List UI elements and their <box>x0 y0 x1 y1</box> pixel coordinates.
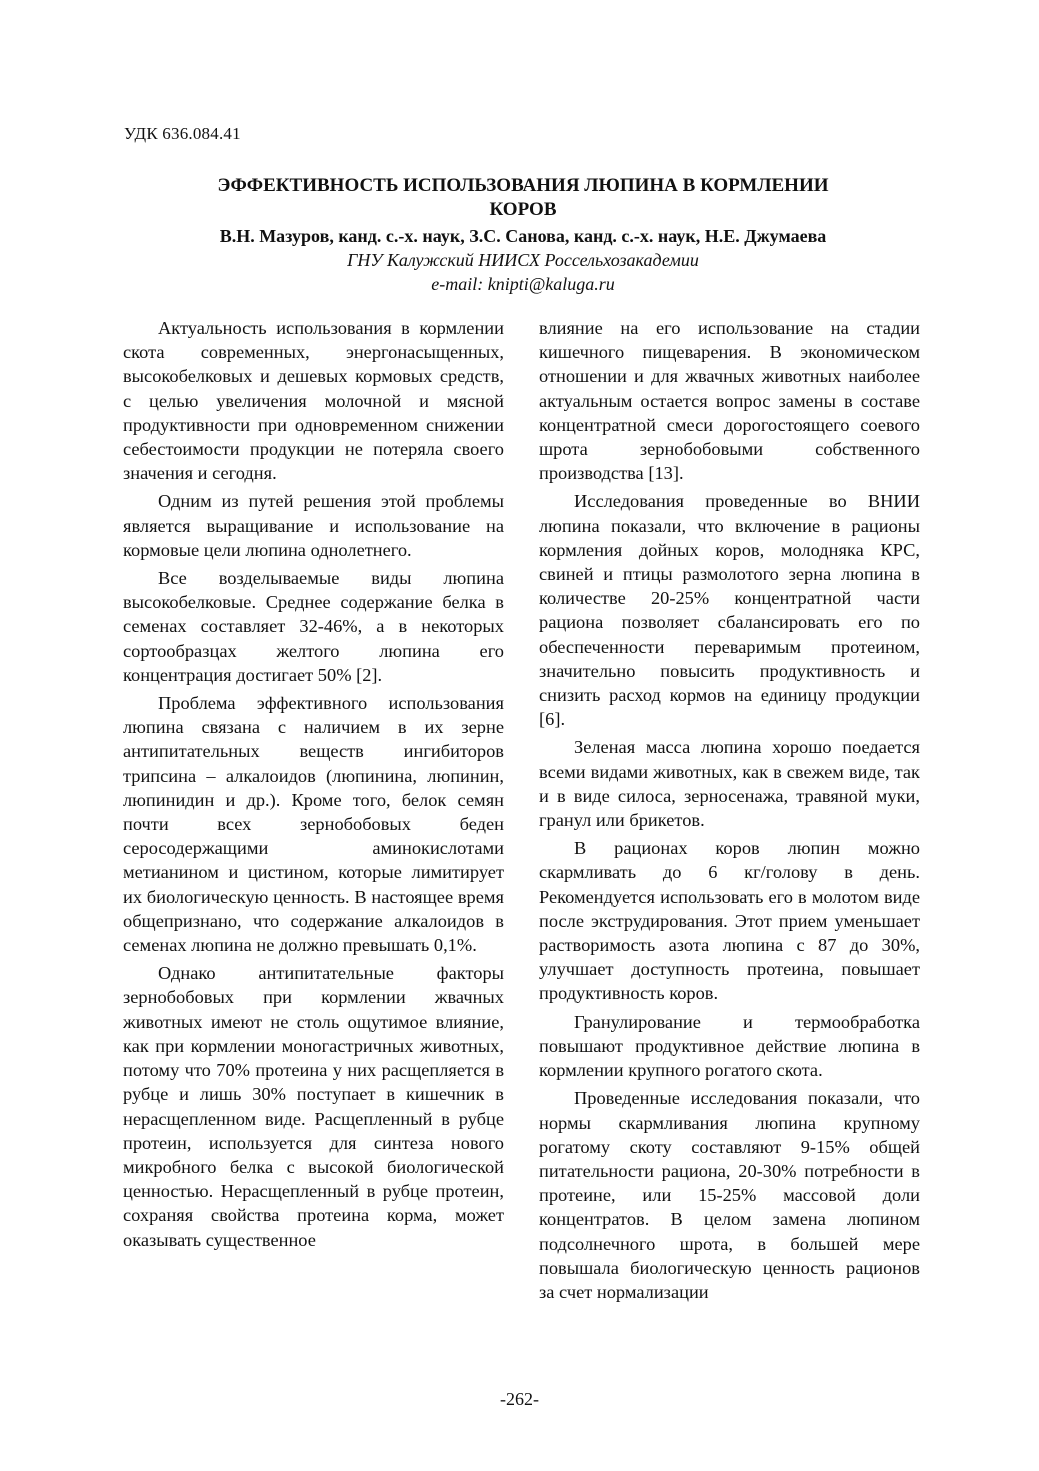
paragraph: Гранулирование и термообработка повышают продуктивное действие люпина в кормлении крупного рогатого скота. <box>539 1011 920 1081</box>
article-title <box>124 174 922 222</box>
email: e-mail: knipti@kaluga.ru <box>431 274 615 294</box>
udc-code: УДК 636.084.41 <box>124 124 241 143</box>
right-column <box>539 316 920 1308</box>
paragraph: В рационах коров люпин можно скармливать до 6 кг/голову в день. Рекомендуется использовать его в молотом виде после экструдирования. Этот прием уменьшает растворимость азота люпина с 87 до 30%, улучшает доступность протеина, повышает продуктивность коров. <box>539 838 920 1004</box>
paragraph: Проблема эффективного использования люпина связана с наличием в их зерне антипитательных веществ ингибиторов трипсина – алкалоидов (люпинина, люпинин, люпинидин и др.). Кроме того, белок семян почти всех зернобобовых беден серосодержащими аминокислотами метианином и цистином, которые лимитирует их биологическую ценность. В настоящее время общепризнано, что содержание алкалоидов в семенах люпина не должно превышать 0,1%. <box>123 693 504 956</box>
page-number: -262- <box>500 1389 539 1409</box>
paragraph-continuation: влияние на его использование на стадии кишечного пищеварения. В экономическом отношении и для жвачных животных наиболее актуальным остается вопрос замены в составе концентратной смеси дорогостоящего соевого шрота зернобобовыми собственного производства [13]. <box>539 318 920 484</box>
article-header <box>124 174 922 296</box>
left-column <box>123 316 504 1256</box>
affiliation: ГНУ Калужский НИИСХ Россельхозакадемии <box>347 250 699 270</box>
authors: В.Н. Мазуров, канд. с.-х. наук, З.С. Санова, канд. с.-х. наук, Н.Е. Джумаева <box>219 226 827 246</box>
paragraph: Зеленая масса люпина хорошо поедается всеми видами животных, как в свежем виде, так и в виде силоса, зерносенажа, травяной муки, гранул или брикетов. <box>539 737 920 831</box>
paragraph: Однако антипитательные факторы зернобобовых при кормлении жвачных животных имеют не столь ощутимое влияние, как при кормлении моногастричных животных, потому что 70% протеина у них расщепляется в рубце и лишь 30% поступает в кишечник в нерасщепленном виде. Расщепленный в рубце протеин, используется для синтеза нового микробного белка с высокой биологической ценностью. Нерасщепленный в рубце протеин, сохраняя свойства протеина корма, может оказывать существенное <box>123 963 504 1250</box>
paragraph: Актуальность использования в кормлении скота современных, энергонасыщенных, высокобелковых и дешевых кормовых средств, с целью увеличения молочной и мясной продуктивности при одновременном снижении себестоимости продукции не потеряла своего значения и сегодня. <box>123 318 504 484</box>
title-line-2: КОРОВ <box>489 199 557 220</box>
title-line-1: ЭФФЕКТИВНОСТЬ ИСПОЛЬЗОВАНИЯ ЛЮПИНА В КОРМЛЕНИИ <box>217 175 829 196</box>
paragraph: Исследования проведенные во ВНИИ люпина показали, что включение в рационы кормления дойных коров, молодняка КРС, свиней и птицы размолотого зерна люпина в количестве 20-25% концентратной части рациона позволяет сбалансировать его по обеспеченности переваримым протеином, значительно повысить продуктивность и снизить расход кормов на единицу продукции [6]. <box>539 491 920 730</box>
paragraph: Проведенные исследования показали, что нормы скармливания люпина крупному рогатому скоту составляют 9-15% общей питательности рациона, 20-30% потребности в протеине, или 15-25% массовой доли концентратов. В целом замена люпином подсолнечного шрота, в большей мере повышала биологическую ценность рационов за счет нормализации <box>539 1088 920 1302</box>
paragraph: Все возделываемые виды люпина высокобелковые. Среднее содержание белка в семенах составляет 32-46%, а в некоторых сортообразцах желтого люпина его концентрация достигает 50% [2]. <box>123 568 504 685</box>
paragraph: Одним из путей решения этой проблемы является выращивание и использование на кормовые цели люпина однолетнего. <box>123 491 504 560</box>
